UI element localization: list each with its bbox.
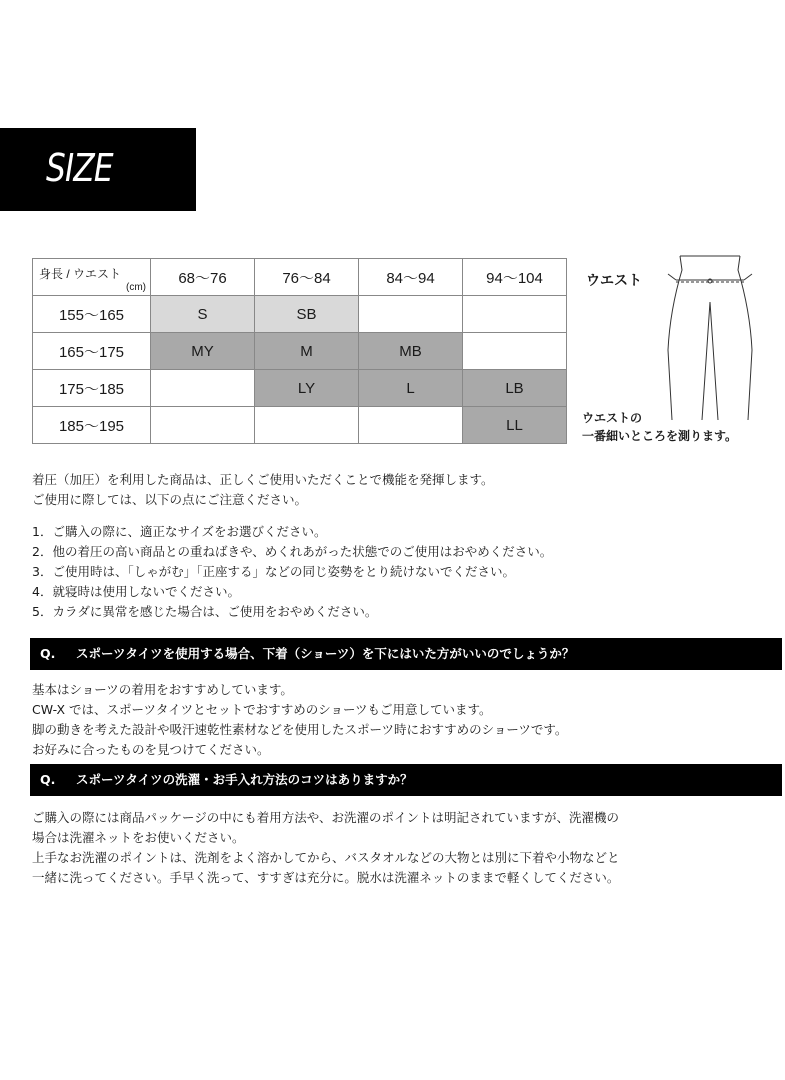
notes-intro: ご使用に際しては、以下の点にご注意ください。 [32, 492, 308, 507]
size-cell [151, 407, 255, 444]
faq-question: スポーツタイツの洗濯・お手入れ方法のコツはありますか？ [76, 772, 413, 787]
size-cell: MY [151, 333, 255, 370]
notes-item: 3．ご使用時は、「しゃがむ」「正座する」などの同じ姿勢をとり続けないでください。 [32, 564, 515, 579]
table-row [33, 370, 567, 407]
notes-item: 5．カラダに異常を感じた場合は、ご使用をおやめください。 [32, 604, 378, 619]
column-header: 94〜104 [463, 259, 567, 296]
waist-note-line: 一番細いところを測ります。 [582, 429, 738, 443]
column-header: 84〜94 [359, 259, 463, 296]
size-cell [151, 370, 255, 407]
size-cell: S [151, 296, 255, 333]
size-cell: LB [463, 370, 567, 407]
size-cell [463, 296, 567, 333]
size-cell: M [255, 333, 359, 370]
size-title: SIZE [46, 146, 113, 190]
faq-answer-line: 場合は洗濯ネットをお使いください。 [32, 830, 245, 845]
size-cell: SB [255, 296, 359, 333]
corner-unit: (cm) [126, 282, 146, 293]
faq-answer-line: 一緒に洗ってください。手早く洗って、すすぎは充分に。脱水は洗濯ネットのままで軽くしてください。 [32, 870, 620, 885]
row-header: 155〜165 [33, 296, 151, 333]
waist-note [582, 409, 737, 445]
row-header: 175〜185 [33, 370, 151, 407]
size-cell [359, 407, 463, 444]
tights-diagram-icon [640, 250, 780, 420]
size-banner [0, 128, 196, 211]
size-cell: MB [359, 333, 463, 370]
row-header: 185〜195 [33, 407, 151, 444]
faq-question-bar [30, 764, 782, 796]
size-cell [255, 407, 359, 444]
faq-answer-line: 上手なお洗濯のポイントは、洗剤をよく溶かしてから、バスタオルなどの大物とは別に下着や小物などと [32, 850, 620, 865]
corner-label: 身長 / ウエスト [39, 267, 122, 281]
faq-question: スポーツタイツを使用する場合、下着（ショーツ）を下にはいた方がいいのでしょうか？ [76, 646, 575, 661]
size-cell: LL [463, 407, 567, 444]
faq-q-mark: Q. [40, 646, 56, 661]
table-row [33, 296, 567, 333]
table-row [33, 333, 567, 370]
faq-question-bar [30, 638, 782, 670]
size-chart-table [32, 258, 567, 444]
table-header-row [33, 259, 567, 296]
faq-answer-line: ご購入の際には商品パッケージの中にも着用方法や、お洗濯のポイントは明記されていますが、洗濯機の [32, 810, 620, 825]
size-cell [359, 296, 463, 333]
size-cell: LY [255, 370, 359, 407]
faq-answer [32, 808, 620, 888]
table-row [33, 407, 567, 444]
faq-answer [32, 680, 567, 760]
waist-label: ウエスト [586, 273, 642, 289]
faq-answer-line: お好みに合ったものを見つけてください。 [32, 742, 270, 757]
column-header: 76〜84 [255, 259, 359, 296]
notes-item: 2．他の着圧の高い商品との重ねばきや、めくれあがった状態でのご使用はおやめください。 [32, 544, 553, 559]
faq-answer-line: 基本はショーツの着用をおすすめしています。 [32, 682, 293, 697]
usage-notes [32, 470, 552, 622]
size-cell [463, 333, 567, 370]
faq-answer-line: 脚の動きを考えた設計や吸汗速乾性素材などを使用したスポーツ時におすすめのショーツです。 [32, 722, 568, 737]
notes-intro: 着圧（加圧）を利用した商品は、正しくご使用いただくことで機能を発揮します。 [32, 472, 494, 487]
faq-answer-line: CW-X では、スポーツタイツとセットでおすすめのショーツもご用意しています。 [32, 702, 492, 717]
column-header: 68〜76 [151, 259, 255, 296]
size-cell: L [359, 370, 463, 407]
faq-q-mark: Q. [40, 772, 56, 787]
row-header: 165〜175 [33, 333, 151, 370]
waist-note-line: ウエストの [582, 411, 643, 425]
table-corner-cell [33, 259, 151, 296]
notes-item: 4．就寝時は使用しないでください。 [32, 584, 240, 599]
notes-item: 1．ご購入の際に、適正なサイズをお選びください。 [32, 524, 327, 539]
